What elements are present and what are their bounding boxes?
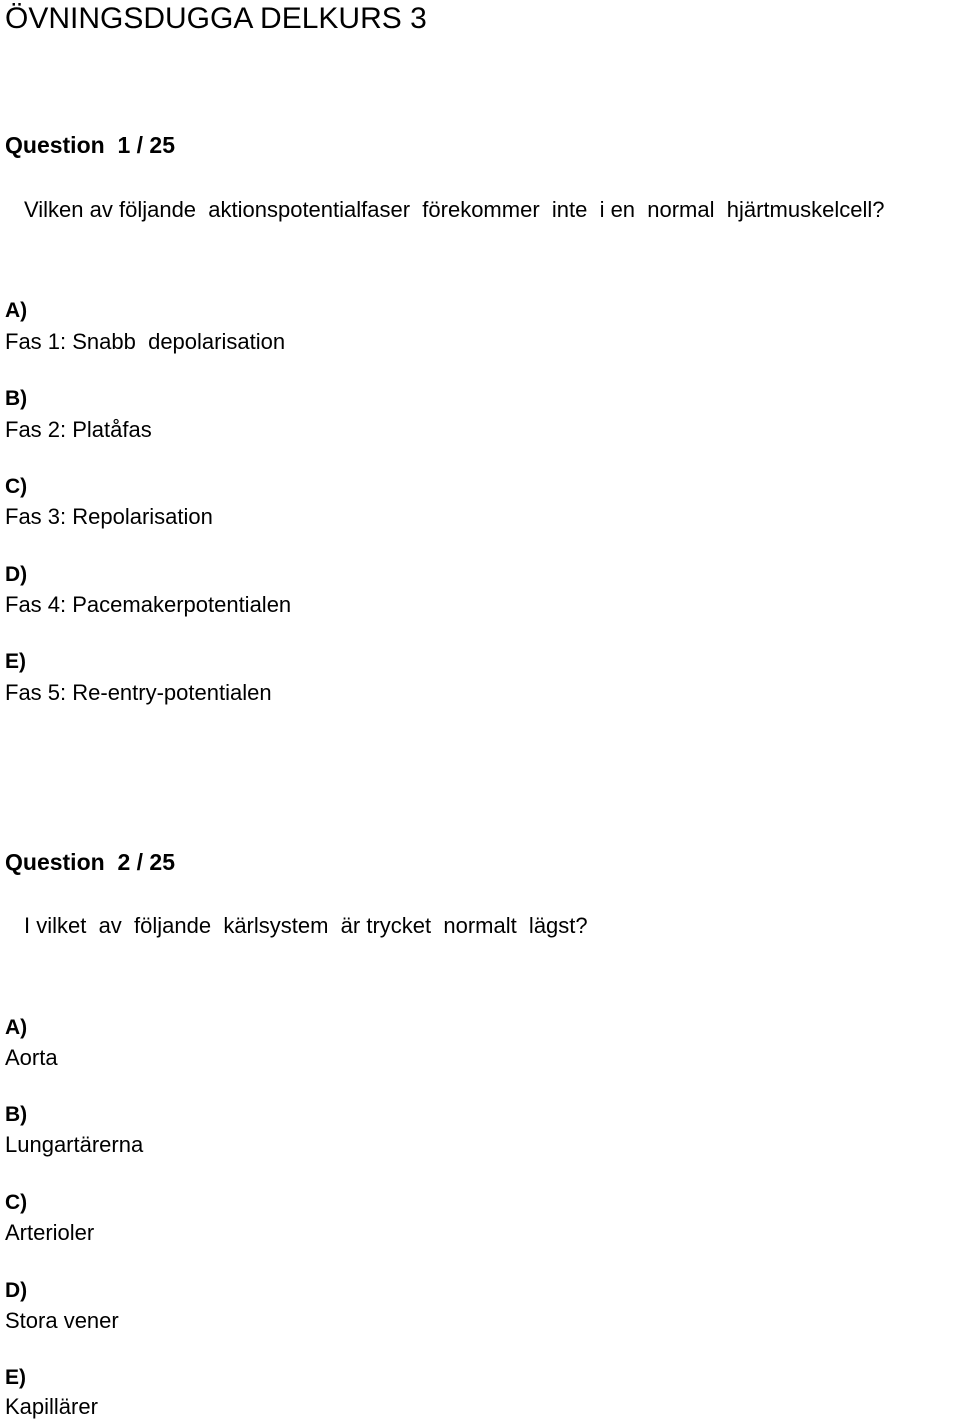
question-heading: Question 2 / 25	[5, 849, 175, 875]
option-text: Kapillärer	[5, 1394, 98, 1419]
option-text: Fas 2: Platåfas	[5, 417, 152, 442]
option-text: Arterioler	[5, 1220, 95, 1245]
option-letter: E)	[5, 650, 26, 673]
option-text: Stora vener	[5, 1308, 119, 1333]
option-letter: D)	[5, 1279, 28, 1302]
document-title: ÖVNINGSDUGGA DELKURS 3	[5, 2, 427, 35]
option-letter: B)	[5, 387, 28, 410]
option-text: Lungartärerna	[5, 1132, 144, 1157]
question-text: I vilket av följande kärlsystem är trycket normalt lägst?	[24, 913, 588, 938]
option-text: Fas 5: Re-entry-potentialen	[5, 680, 272, 705]
question-heading: Question 1 / 25	[5, 132, 175, 158]
option-text: Fas 1: Snabb depolarisation	[5, 329, 286, 354]
option-text: Aorta	[5, 1045, 58, 1070]
option-letter: C)	[5, 475, 28, 498]
option-letter: E)	[5, 1366, 26, 1389]
question-text: Vilken av följande aktionspotentialfaser förekommer inte i en normal hjärtmuskelcell?	[24, 197, 885, 222]
option-letter: D)	[5, 563, 28, 586]
option-text: Fas 4: Pacemakerpotentialen	[5, 592, 292, 617]
option-letter: A)	[5, 1016, 28, 1039]
option-letter: B)	[5, 1103, 28, 1126]
option-letter: C)	[5, 1191, 28, 1214]
option-text: Fas 3: Repolarisation	[5, 504, 213, 529]
option-letter: A)	[5, 299, 28, 322]
